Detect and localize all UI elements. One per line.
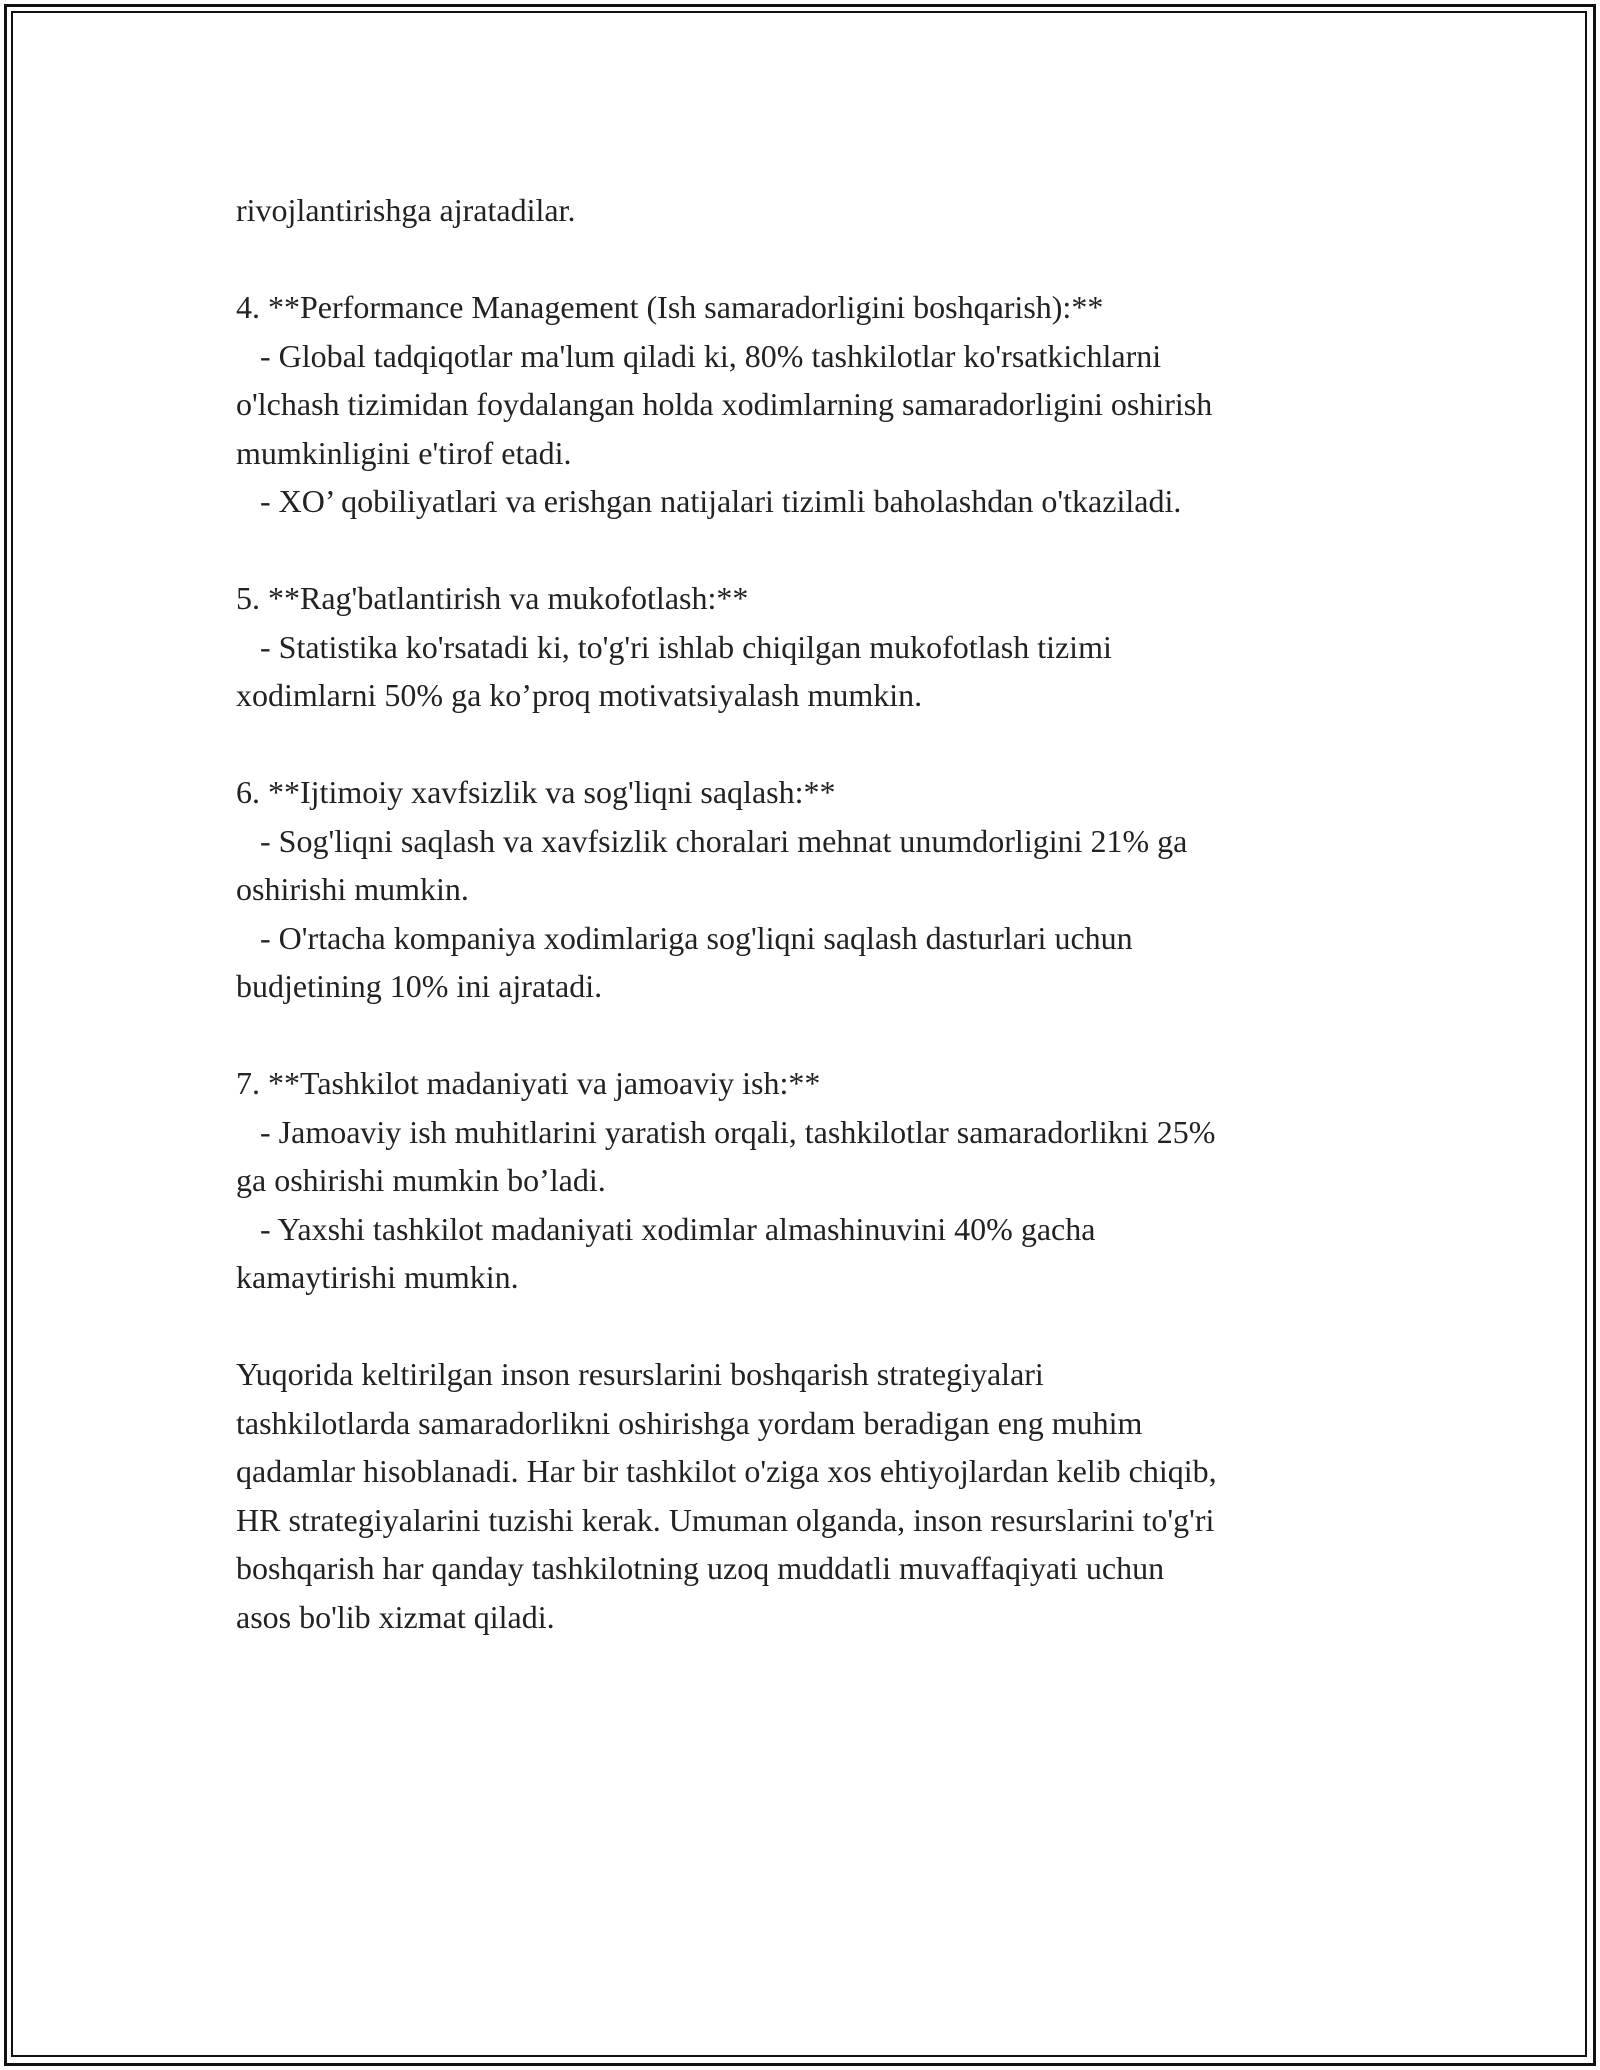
section-heading-5: 5. **Rag'batlantirish va mukofotlash:** xyxy=(236,580,749,616)
conclusion-line: qadamlar hisoblanadi. Har bir tashkilot o'ziga xos ehtiyojlardan kelib chiqib, xyxy=(236,1453,1217,1489)
text-line: oshirishi mumkin. xyxy=(236,871,469,907)
blank-line xyxy=(236,235,1416,284)
text-line: - Global tadqiqotlar ma'lum qiladi ki, 80% tashkilotlar ko'rsatkichlarni xyxy=(236,337,1162,374)
text-line: - Yaxshi tashkilot madaniyati xodimlar almashinuvini 40% gacha xyxy=(236,1210,1096,1247)
blank-line xyxy=(236,1302,1416,1351)
blank-line xyxy=(236,526,1416,575)
text-line: rivojlantirishga ajratadilar. xyxy=(236,192,576,228)
text-line: - XO’ qobiliyatlari va erishgan natijalari tizimli baholashdan o'tkaziladi. xyxy=(236,483,1182,519)
text-line: ga oshirishi mumkin bo’ladi. xyxy=(236,1162,606,1198)
conclusion-line: boshqarish har qanday tashkilotning uzoq muddatli muvaffaqiyati uchun xyxy=(236,1550,1165,1586)
text-line: o'lchash tizimidan foydalangan holda xodimlarning samaradorligini oshirish xyxy=(236,386,1213,422)
blank-line xyxy=(236,1011,1416,1060)
blank-line xyxy=(236,720,1416,769)
text-line: - Sog'liqni saqlash va xavfsizlik choralari mehnat unumdorligini 21% ga xyxy=(236,822,1188,859)
text-line: - O'rtacha kompaniya xodimlariga sog'liqni saqlash dasturlari uchun xyxy=(236,919,1133,956)
text-line: kamaytirishi mumkin. xyxy=(236,1259,519,1295)
conclusion-line: HR strategiyalarini tuzishi kerak. Umuman olganda, inson resurslarini to'g'ri xyxy=(236,1501,1215,1538)
conclusion-line: tashkilotlarda samaradorlikni oshirishga yordam beradigan eng muhim xyxy=(236,1404,1143,1441)
section-heading-6: 6. **Ijtimoiy xavfsizlik va sog'liqni saqlash:** xyxy=(236,774,836,810)
text-line: - Statistika ko'rsatadi ki, to'g'ri ishlab chiqilgan mukofotlash tizimi xyxy=(236,628,1112,665)
text-line: xodimlarni 50% ga ko’proq motivatsiyalash mumkin. xyxy=(236,677,923,713)
document-body xyxy=(236,186,1416,1641)
text-line: - Jamoaviy ish muhitlarini yaratish orqali, tashkilotlar samaradorlikni 25% xyxy=(236,1113,1216,1150)
text-line: budjetining 10% ini ajratadi. xyxy=(236,968,603,1004)
text-line: mumkinligini e'tirof etadi. xyxy=(236,434,572,471)
conclusion-line: asos bo'lib xizmat qiladi. xyxy=(236,1598,555,1635)
section-heading-7: 7. **Tashkilot madaniyati va jamoaviy ish:** xyxy=(236,1065,821,1101)
conclusion-line: Yuqorida keltirilgan inson resurslarini boshqarish strategiyalari xyxy=(236,1356,1044,1392)
section-heading-4: 4. **Performance Management (Ish samaradorligini boshqarish):** xyxy=(236,289,1104,325)
